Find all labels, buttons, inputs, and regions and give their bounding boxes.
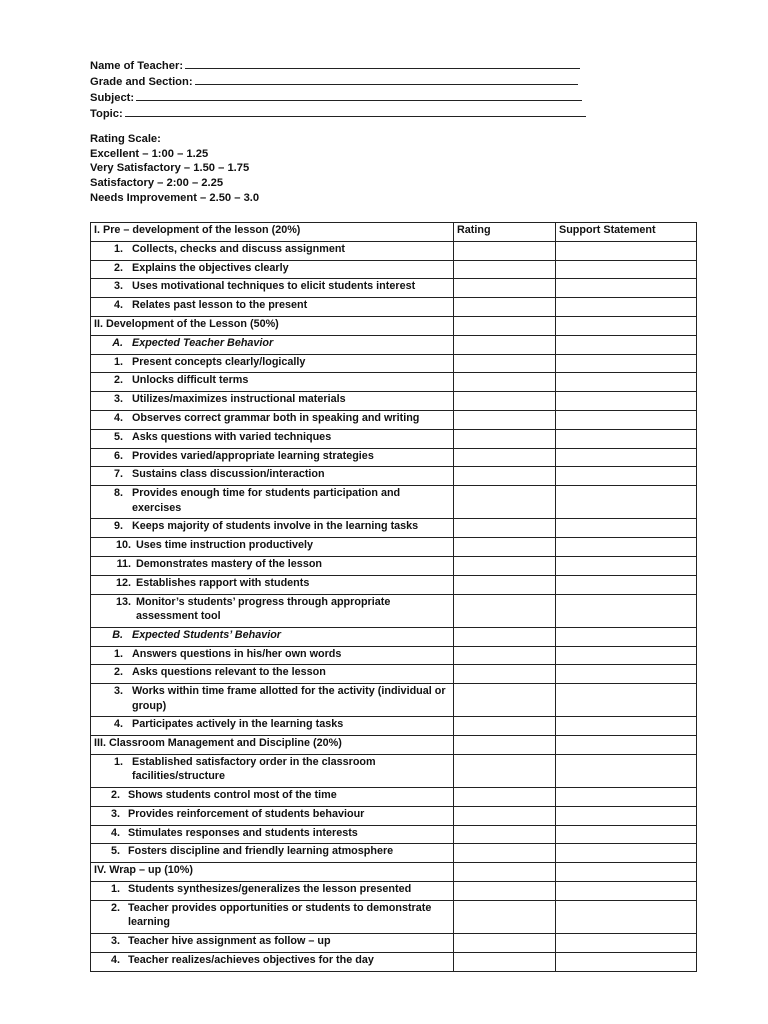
item-number: 2.: [113, 374, 123, 387]
support-cell[interactable]: [556, 241, 697, 260]
rating-cell[interactable]: [454, 556, 556, 575]
table-row: [91, 486, 697, 519]
item-number: 1.: [113, 242, 123, 255]
item-number: 10.: [115, 539, 131, 552]
rating-cell[interactable]: [454, 538, 556, 557]
support-cell[interactable]: [556, 806, 697, 825]
table-row: [91, 241, 697, 260]
item-text: Teacher provides opportunities or students to demonstrate learning: [128, 901, 432, 929]
item-text: Utilizes/maximizes instructional materials: [132, 393, 346, 406]
item-number: 4.: [113, 299, 123, 312]
table-row: [91, 594, 697, 627]
table-row: [91, 665, 697, 684]
table-row: [91, 260, 697, 279]
item-text: Stimulates responses and students interests: [128, 826, 358, 839]
grade-section-line: [90, 74, 586, 90]
support-cell[interactable]: [556, 373, 697, 392]
section-heading: III. Classroom Management and Discipline (20%): [91, 736, 454, 755]
table-row: [91, 429, 697, 448]
rating-cell[interactable]: [454, 844, 556, 863]
rating-cell[interactable]: [454, 354, 556, 373]
table-row: [91, 952, 697, 971]
support-cell[interactable]: [556, 298, 697, 317]
table-row: [91, 556, 697, 575]
item-number: 4.: [110, 826, 120, 839]
rating-cell[interactable]: [454, 373, 556, 392]
item-text: Answers questions in his/her own words: [132, 647, 342, 660]
subsection-heading: Expected Students’ Behavior: [132, 628, 281, 641]
table-row: [91, 392, 697, 411]
rating-cell[interactable]: [454, 665, 556, 684]
table-row: [91, 354, 697, 373]
item-number: 3.: [110, 935, 120, 948]
subject-blank[interactable]: [136, 90, 582, 101]
item-number: 1.: [110, 883, 120, 896]
rating-cell[interactable]: [454, 882, 556, 901]
table-row: [91, 684, 697, 717]
rating-scale: [90, 132, 259, 206]
support-cell[interactable]: [556, 260, 697, 279]
item-text: Fosters discipline and friendly learning atmosphere: [128, 845, 394, 858]
item-text: Works within time frame allotted for the activity (individual or group): [132, 685, 446, 712]
item-number: 13.: [115, 595, 131, 608]
support-cell[interactable]: [556, 825, 697, 844]
rating-cell[interactable]: [454, 863, 556, 882]
subsection-letter: B.: [112, 628, 123, 641]
support-cell[interactable]: [556, 594, 697, 627]
rating-cell[interactable]: [454, 788, 556, 807]
support-column-header: Support Statement: [556, 223, 697, 242]
item-text: Explains the objectives clearly: [132, 261, 289, 274]
item-number: 5.: [110, 845, 120, 858]
rating-cell[interactable]: [454, 900, 556, 933]
support-cell[interactable]: [556, 952, 697, 971]
support-cell[interactable]: [556, 863, 697, 882]
support-cell[interactable]: [556, 335, 697, 354]
rating-column-header: Rating: [454, 223, 556, 242]
item-text: Shows students control most of the time: [128, 789, 337, 802]
table-row: [91, 788, 697, 807]
subject-line: [90, 90, 586, 106]
support-cell[interactable]: [556, 934, 697, 953]
support-cell[interactable]: [556, 316, 697, 335]
support-cell[interactable]: [556, 627, 697, 646]
rating-cell[interactable]: [454, 448, 556, 467]
rating-cell[interactable]: [454, 754, 556, 787]
support-cell[interactable]: [556, 519, 697, 538]
item-number: 5.: [113, 430, 123, 443]
item-text: Asks questions with varied techniques: [132, 430, 332, 443]
support-cell[interactable]: [556, 486, 697, 519]
rating-cell[interactable]: [454, 717, 556, 736]
item-text: Teacher hive assignment as follow – up: [128, 935, 331, 948]
item-text: Provides varied/appropriate learning strategies: [132, 449, 374, 462]
support-cell[interactable]: [556, 646, 697, 665]
subsection-row: [91, 627, 697, 646]
topic-label: Topic:: [90, 108, 123, 120]
rating-cell[interactable]: [454, 736, 556, 755]
support-cell[interactable]: [556, 538, 697, 557]
support-cell[interactable]: [556, 717, 697, 736]
table-row: [91, 934, 697, 953]
support-cell[interactable]: [556, 575, 697, 594]
subsection-letter: A.: [112, 336, 123, 349]
item-text: Asks questions relevant to the lesson: [132, 666, 326, 679]
rating-cell[interactable]: [454, 429, 556, 448]
item-text: Uses motivational techniques to elicit students interest: [132, 280, 416, 293]
topic-line: [90, 106, 586, 122]
grade-section-blank[interactable]: [195, 74, 578, 85]
item-number: 2.: [113, 261, 123, 274]
support-cell[interactable]: [556, 788, 697, 807]
table-row: [91, 467, 697, 486]
support-cell[interactable]: [556, 556, 697, 575]
rating-cell[interactable]: [454, 934, 556, 953]
support-cell[interactable]: [556, 448, 697, 467]
table-row: [91, 825, 697, 844]
topic-blank[interactable]: [125, 106, 586, 117]
rating-cell[interactable]: [454, 519, 556, 538]
item-text: Established satisfactory order in the classroom facilities/structure: [132, 755, 376, 783]
support-cell[interactable]: [556, 354, 697, 373]
table-row: [91, 717, 697, 736]
table-row: [91, 900, 697, 933]
item-text: Students synthesizes/generalizes the lesson presented: [128, 883, 412, 896]
item-number: 3.: [113, 393, 123, 406]
rating-cell[interactable]: [454, 410, 556, 429]
rating-cell[interactable]: [454, 241, 556, 260]
table-header-row: [91, 223, 697, 242]
rating-scale-line: Needs Improvement – 2.50 – 3.0: [90, 191, 260, 204]
teacher-info-header: [90, 58, 586, 122]
table-row: [91, 806, 697, 825]
support-cell[interactable]: [556, 844, 697, 863]
table-row: [91, 373, 697, 392]
item-number: 1.: [113, 647, 123, 660]
rating-scale-line: Satisfactory – 2:00 – 2.25: [90, 177, 224, 190]
item-text: Sustains class discussion/interaction: [132, 468, 325, 481]
table-row: [91, 279, 697, 298]
support-cell[interactable]: [556, 665, 697, 684]
item-number: 12.: [115, 576, 131, 589]
item-text: Keeps majority of students involve in the learning tasks: [132, 520, 419, 533]
table-row: [91, 646, 697, 665]
support-cell[interactable]: [556, 684, 697, 717]
rating-cell[interactable]: [454, 316, 556, 335]
item-number: 4.: [110, 953, 120, 966]
support-cell[interactable]: [556, 467, 697, 486]
rating-cell[interactable]: [454, 335, 556, 354]
item-text: Monitor’s students’ progress through appropriate assessment tool: [136, 595, 391, 623]
item-number: 4.: [113, 718, 123, 731]
item-number: 3.: [110, 807, 120, 820]
item-number: 4.: [113, 411, 123, 424]
rating-cell[interactable]: [454, 467, 556, 486]
teacher-name-blank[interactable]: [185, 58, 580, 69]
rating-cell[interactable]: [454, 806, 556, 825]
item-number: 9.: [113, 520, 123, 533]
rating-cell[interactable]: [454, 825, 556, 844]
subsection-heading: Expected Teacher Behavior: [132, 336, 274, 349]
section-heading: IV. Wrap – up (10%): [91, 863, 454, 882]
item-number: 7.: [113, 468, 123, 481]
rating-cell[interactable]: [454, 486, 556, 519]
table-row: [91, 298, 697, 317]
table-row: [91, 538, 697, 557]
section-heading: I. Pre – development of the lesson (20%): [91, 223, 454, 242]
support-cell[interactable]: [556, 736, 697, 755]
table-row: [91, 410, 697, 429]
item-text: Provides enough time for students participation and exercises: [132, 487, 401, 514]
support-cell[interactable]: [556, 410, 697, 429]
rating-cell[interactable]: [454, 952, 556, 971]
item-text: Relates past lesson to the present: [132, 299, 308, 312]
item-number: 2.: [113, 666, 123, 679]
table-row: [91, 754, 697, 787]
rating-scale-line: Very Satisfactory – 1.50 – 1.75: [90, 162, 250, 175]
item-text: Unlocks difficult terms: [132, 374, 249, 387]
support-cell[interactable]: [556, 392, 697, 411]
rating-cell[interactable]: [454, 684, 556, 717]
rating-cell[interactable]: [454, 627, 556, 646]
rating-scale-line: Excellent – 1:00 – 1.25: [90, 147, 209, 160]
item-text: Provides reinforcement of students behaviour: [128, 807, 365, 820]
support-cell[interactable]: [556, 279, 697, 298]
item-text: Participates actively in the learning tasks: [132, 718, 344, 731]
table-row: [91, 575, 697, 594]
item-text: Present concepts clearly/logically: [132, 355, 306, 368]
table-row: [91, 844, 697, 863]
section-row: [91, 736, 697, 755]
item-number: 6.: [113, 449, 123, 462]
item-text: Establishes rapport with students: [136, 576, 310, 589]
support-cell[interactable]: [556, 429, 697, 448]
item-number: 3.: [113, 280, 123, 293]
item-number: 3.: [113, 685, 123, 698]
support-cell[interactable]: [556, 882, 697, 901]
rating-cell[interactable]: [454, 298, 556, 317]
table-row: [91, 448, 697, 467]
teacher-name-label: Name of Teacher:: [90, 60, 184, 72]
subsection-row: [91, 335, 697, 354]
support-cell[interactable]: [556, 900, 697, 933]
item-number: 1.: [113, 355, 123, 368]
rating-cell[interactable]: [454, 575, 556, 594]
item-text: Observes correct grammar both in speaking and writing: [132, 411, 420, 424]
rating-cell[interactable]: [454, 594, 556, 627]
item-text: Uses time instruction productively: [136, 539, 313, 552]
section-row: [91, 863, 697, 882]
rating-cell[interactable]: [454, 279, 556, 298]
item-number: 2.: [110, 901, 120, 914]
item-number: 11.: [116, 557, 131, 570]
item-number: 2.: [110, 789, 120, 802]
item-text: Teacher realizes/achieves objectives for the day: [128, 953, 374, 966]
section-row: [91, 316, 697, 335]
rating-cell[interactable]: [454, 260, 556, 279]
rating-cell[interactable]: [454, 646, 556, 665]
item-text: Demonstrates mastery of the lesson: [136, 557, 323, 570]
table-row: [91, 882, 697, 901]
table-row: [91, 519, 697, 538]
subject-label: Subject:: [90, 92, 135, 104]
support-cell[interactable]: [556, 754, 697, 787]
grade-section-label: Grade and Section:: [90, 76, 193, 88]
item-number: 1.: [113, 755, 123, 768]
evaluation-table: [90, 222, 697, 972]
item-number: 8.: [113, 487, 123, 500]
section-heading: II. Development of the Lesson (50%): [91, 316, 454, 335]
rating-cell[interactable]: [454, 392, 556, 411]
teacher-name-line: [90, 58, 586, 74]
item-text: Collects, checks and discuss assignment: [132, 242, 346, 255]
rating-scale-title: Rating Scale:: [90, 133, 161, 145]
